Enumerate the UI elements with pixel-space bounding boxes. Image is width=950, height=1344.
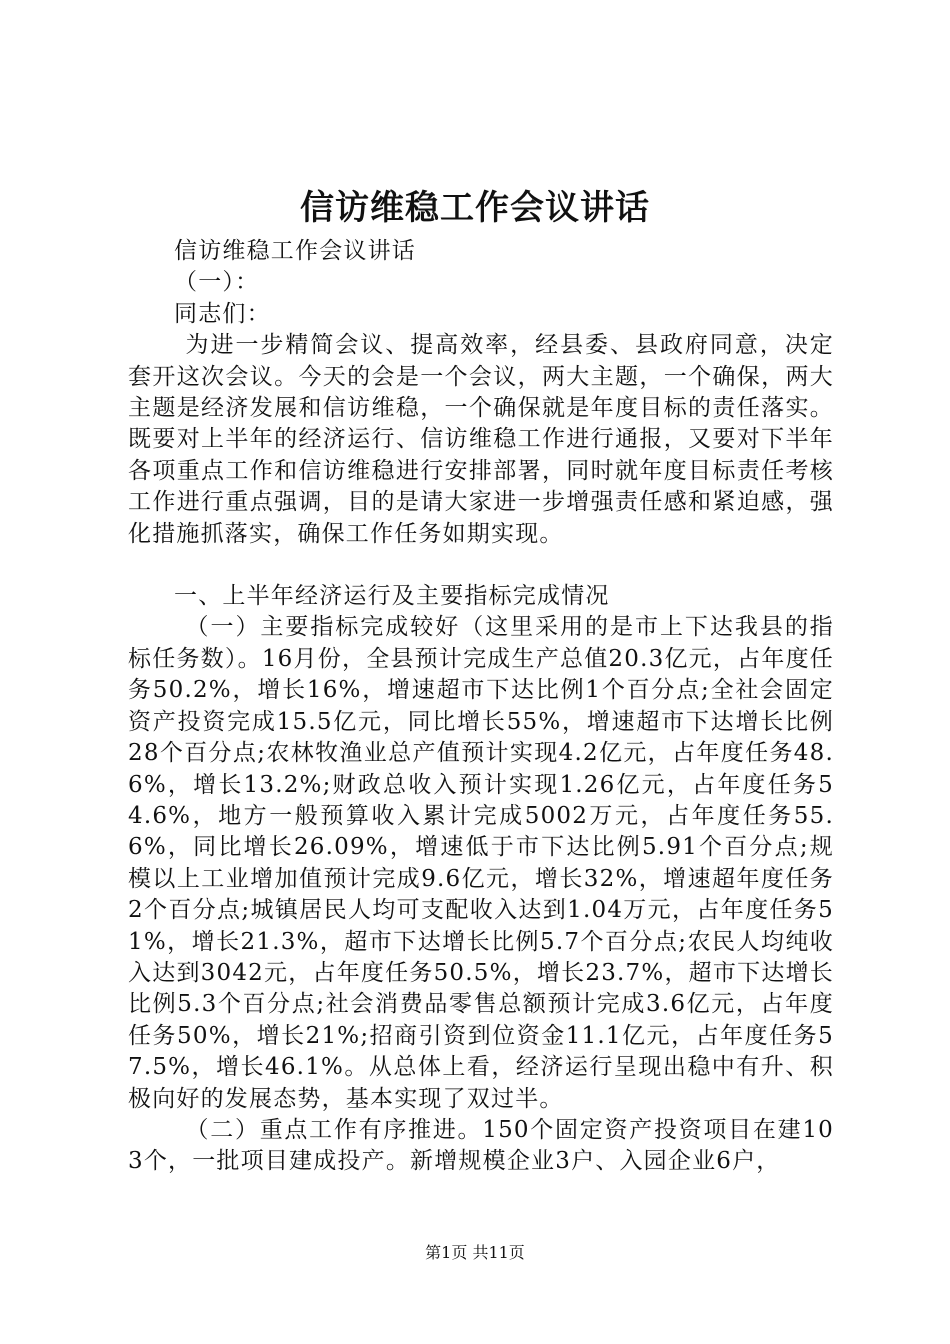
document-body (128, 236, 834, 1178)
paragraph-intro: 为进一步精简会议、提高效率，经县委、县政府同意，决定套开这次会议。今天的会是一个会议，两大主题，一个确保，两大主题是经济发展和信访维稳，一个确保就是年度目标的责任落实。既要对上半年的经济运行、信访维稳工作进行通报，又要对下半年各项重点工作和信访维稳进行安排部署，同时就年度目标责任考核工作进行重点强调，目的是请大家进一步增强责任感和紧迫感，强化措施抓落实，确保工作任务如期实现。 (128, 332, 834, 547)
section-heading: 一、上半年经济运行及主要指标完成情况 (174, 583, 610, 610)
paragraph-section-marker: （一）： (174, 269, 260, 296)
paragraph-key-work: （二）重点工作有序推进。150个固定资产投资项目在建103个，一批项目建成投产。新增规模企业3户、入园企业6户， (128, 1116, 834, 1175)
paragraph-salutation: 同志们： (174, 300, 271, 327)
paragraph-subtitle: 信访维稳工作会议讲话 (174, 238, 416, 264)
paragraph-main-indicators: （一）主要指标完成较好（这里采用的是市上下达我县的指标任务数）。16月份，全县预计完成生产总值20.3亿元，占年度任务50.2%，增长16%，增速超市下达比例1个百分点;全社会固定资产投资完成15.5亿元，同比增长55%，增速超市下达增长比例28个百分点;农林牧渔业总产值预计实现4.2亿元，占年度任务48.6%，增长13.2%;财政总收入预计实现1.26亿元，占年度任务54.6%，地方一般预算收入累计完成5002万元，占年度任务55.6%，同比增长26.09%，增速低于市下达比例5.91个百分点;规模以上工业增加值预计完成9.6亿元，增长32%，增速超年度任务2个百分点;城镇居民人均可支配收入达到1.04万元，占年度任务51%，增长21.3%，超市下达增长比例5.7个百分点;农民人均纯收入达到3042元，占年度任务50.5%，增长23.7%，超市下达增长比例5.3个百分点;社会消费品零售总额预计完成3.6亿元，占年度任务50%，增长21%;招商引资到位资金11.1亿元，占年度任务57.5%，增长46.1%。从总体上看，经济运行呈现出稳中有升、积极向好的发展态势，基本实现了双过半。 (128, 614, 834, 1112)
page-footer: 第1页 共11页 (425, 1243, 525, 1262)
document-title: 信访维稳工作会议讲话 (300, 188, 650, 228)
